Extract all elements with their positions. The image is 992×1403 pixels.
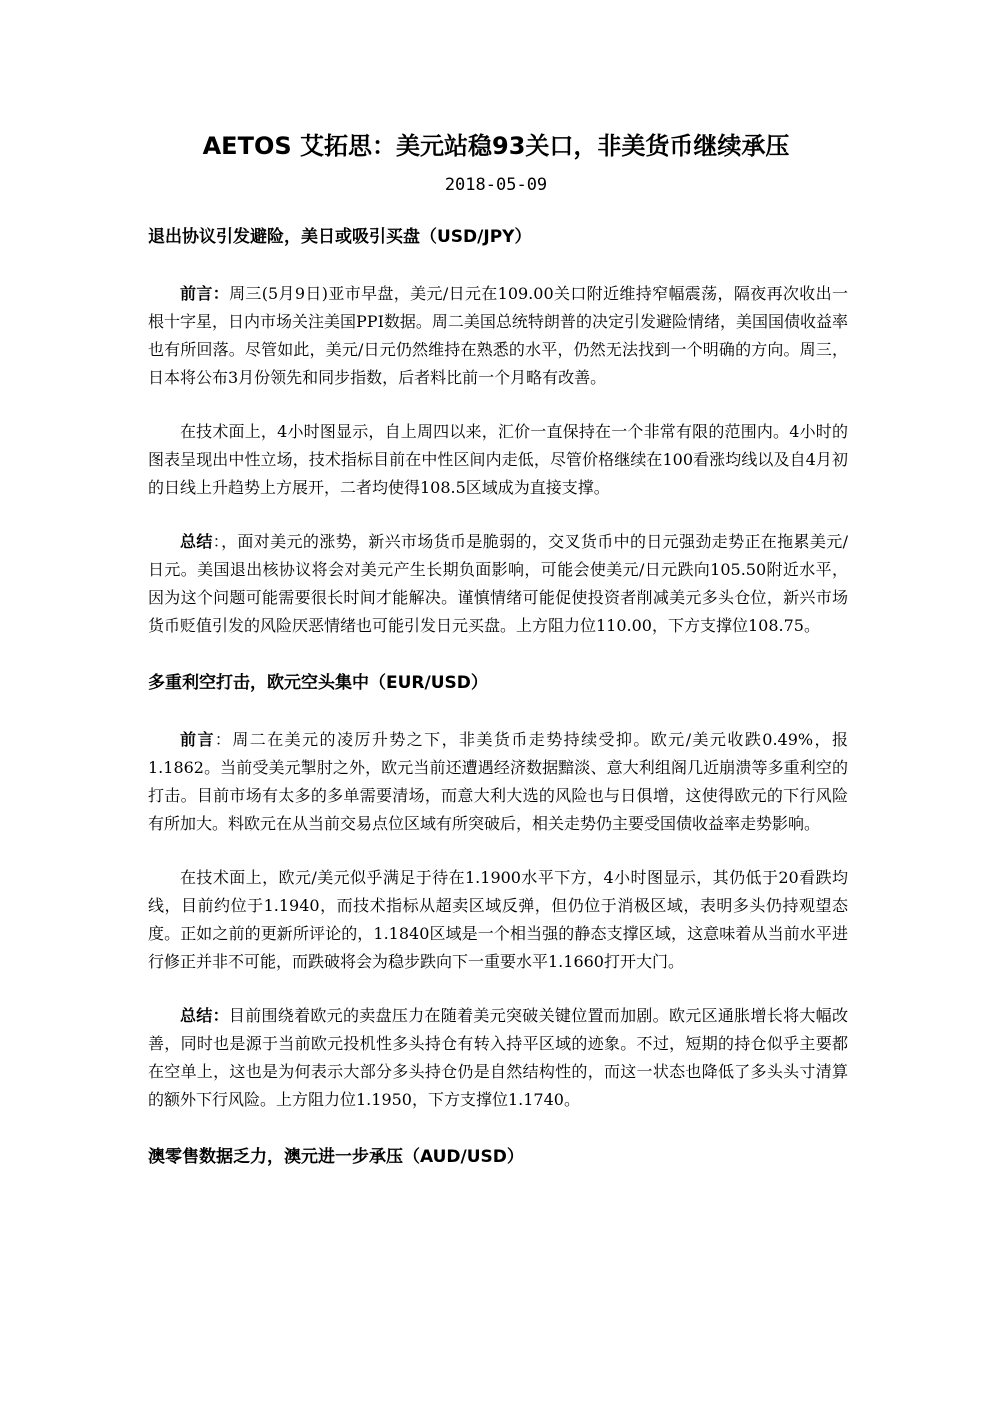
paragraph-usdjpy-summary [148,528,848,640]
lead-label: 总结： [180,1006,229,1025]
section-heading-eurusd: 多重利空打击，欧元空头集中（EUR/USD） [148,673,488,693]
lead-label: 前言： [180,284,230,303]
lead-label: 总结 [180,532,213,551]
paragraph-eurusd-technical: 在技术面上，欧元/美元似乎满足于待在1.1900水平下方，4小时图显示，其仍低于20看跌均线，目前约位于1.1940，而技术指标从超卖区域反弹，但仍位于消极区域，表明多头仍持观望态度。正如之前的更新所评论的，1.1840区域是一个相当强的静态支撑区域，这意味着从当前水平进行修正并非不可能，而跌破将会为稳步跌向下一重要水平1.1660打开大门。 [148,868,848,971]
paragraph-eurusd-summary [148,1002,848,1114]
paragraph-eurusd-intro [148,726,848,838]
document-body [148,224,848,1170]
paragraph-usdjpy-intro [148,280,848,392]
lead-label: 前言 [180,730,215,749]
paragraph-text: 周三(5月9日)亚市早盘，美元/日元在109.00关口附近维持窄幅震荡，隔夜再次收出一根十字星，日内市场关注美国PPI数据。周二美国总统特朗普的决定引发避险情绪，美国国债收益率也有所回落。尽管如此，美元/日元仍然维持在熟悉的水平，仍然无法找到一个明确的方向。周三，日本将公布3月份领先和同步指数，后者料比前一个月略有改善。 [148,284,848,387]
document-title: AETOS 艾拓思：美元站稳93关口，非美货币继续承压 [202,132,790,160]
paragraph-text: 目前围绕着欧元的卖盘压力在随着美元突破关键位置而加剧。欧元区通胀增长将大幅改善，同时也是源于当前欧元投机性多头持仓有转入持平区域的迹象。不过，短期的持仓似乎主要都在空单上，这也是为何表示大部分多头持仓仍是自然结构性的，而这一状态也降低了多头头寸清算的额外下行风险。上方阻力位1.1950，下方支撑位1.1740。 [148,1006,848,1109]
section-heading-audusd: 澳零售数据乏力，澳元进一步承压（AUD/USD） [148,1147,524,1167]
section-heading-usdjpy: 退出协议引发避险，美日或吸引买盘（USD/JPY） [148,227,532,247]
paragraph-text: ：，面对美元的涨势，新兴市场货币是脆弱的，交叉货币中的日元强劲走势正在拖累美元/日元。美国退出核协议将会对美元产生长期负面影响，可能会使美元/日元跌向105.50附近水平，因为这个问题可能需要很长时间才能解决。谨慎情绪可能促使投资者削减美元多头仓位，新兴市场货币贬值引发的风险厌恶情绪也可能引发日元买盘。上方阻力位110.00，下方支撑位108.75。 [148,532,848,635]
document-date: 2018-05-09 [444,175,548,195]
paragraph-text: ：周二在美元的凌厉升势之下，非美货币走势持续受抑。欧元/美元收跌0.49%，报1.1862。当前受美元掣肘之外，欧元当前还遭遇经济数据黯淡、意大利组阁几近崩溃等多重利空的打击。目前市场有太多的多单需要清场，而意大利大选的风险也与日俱增，这使得欧元的下行风险有所加大。料欧元在从当前交易点位区域有所突破后，相关走势仍主要受国债收益率走势影响。 [148,730,848,833]
paragraph-usdjpy-technical: 在技术面上，4小时图显示，自上周四以来，汇价一直保持在一个非常有限的范围内。4小时的图表呈现出中性立场，技术指标目前在中性区间内走低，尽管价格继续在100看涨均线以及自4月初的日线上升趋势上方展开，二者均使得108.5区域成为直接支撑。 [148,422,848,497]
